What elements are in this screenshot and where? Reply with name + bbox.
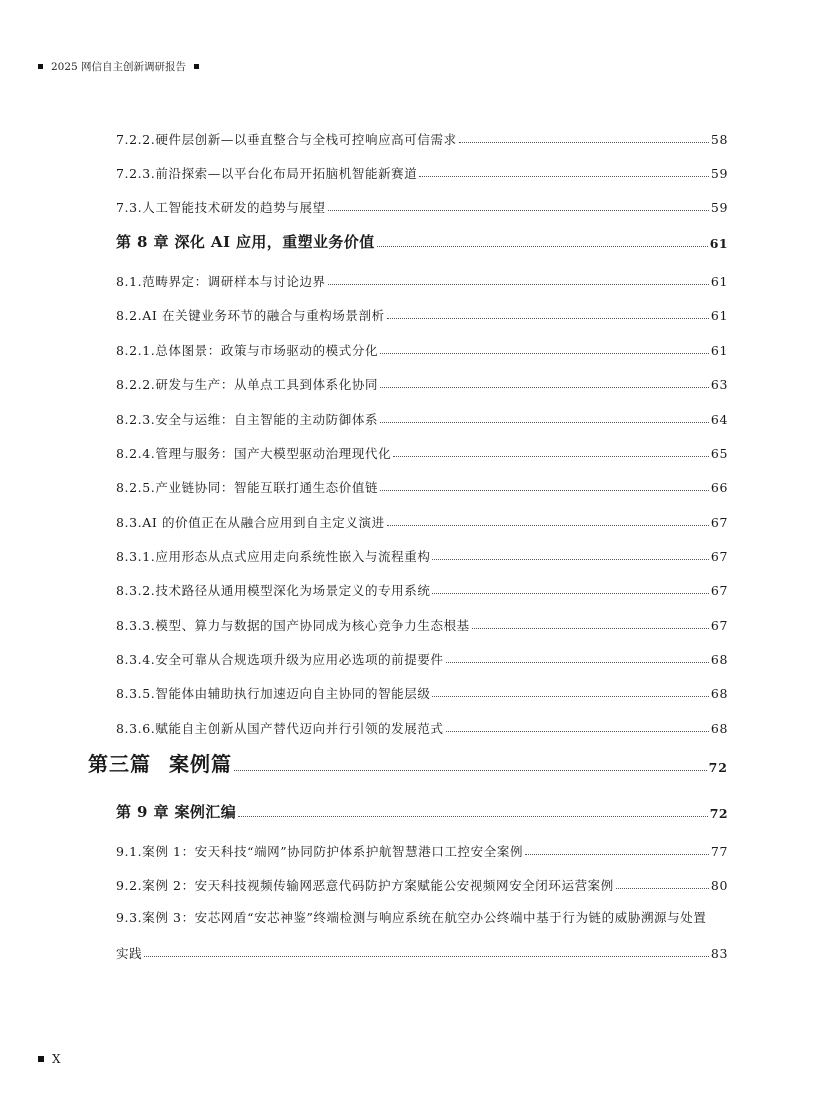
toc-entry[interactable]: 7.2.2.硬件层创新—以垂直整合与全栈可控响应高可信需求 58: [116, 131, 728, 147]
toc-entry[interactable]: 8.3.2.技术路径从通用模型深化为场景定义的专用系统 67: [116, 582, 728, 598]
toc-entry[interactable]: 8.3.4.安全可靠从合规选项升级为应用必选项的前提要件 68: [116, 651, 728, 667]
page-footer: [38, 1052, 61, 1066]
bullet-square-icon: [38, 64, 43, 69]
toc-entry[interactable]: 9.2.案例 2：安天科技视频传输网恶意代码防护方案赋能公安视频网安全闭环运营案例 80: [116, 877, 728, 893]
toc-chapter[interactable]: 第 9 章 案例汇编 72: [116, 803, 728, 821]
toc-entry[interactable]: 8.3.6.赋能自主创新从国产替代迈向并行引领的发展范式 68: [116, 720, 728, 736]
toc-entry[interactable]: 7.3.人工智能技术研发的趋势与展望 59: [116, 199, 728, 215]
toc-entry[interactable]: 8.2.4.管理与服务：国产大模型驱动治理现代化 65: [116, 445, 728, 461]
toc-entry-wrapped-line[interactable]: 9.3.案例 3：安芯网盾“安芯神鉴”终端检测与响应系统在航空办公终端中基于行为链的威胁溯源与处置: [116, 909, 707, 924]
toc-chapter[interactable]: 第 8 章 深化 AI 应用，重塑业务价值 61: [116, 233, 728, 251]
toc-entry[interactable]: 实践 83: [116, 945, 728, 961]
toc-entry[interactable]: 8.3.5.智能体由辅助执行加速迈向自主协同的智能层级 68: [116, 685, 728, 701]
toc-entry[interactable]: 8.2.3.安全与运维：自主智能的主动防御体系 64: [116, 411, 728, 427]
toc-entry[interactable]: 8.3.1.应用形态从点式应用走向系统性嵌入与流程重构 67: [116, 548, 728, 564]
toc-entry[interactable]: 7.2.3.前沿探索—以平台化布局开拓脑机智能新赛道 59: [116, 165, 728, 181]
toc-entry[interactable]: 9.1.案例 1：安天科技“端网”协同防护体系护航智慧港口工控安全案例 77: [116, 843, 728, 859]
toc-entry[interactable]: 8.2.2.研发与生产：从单点工具到体系化协同 63: [116, 376, 728, 392]
bullet-square-icon: [38, 1056, 44, 1062]
bullet-square-icon: [194, 64, 199, 69]
toc-entry[interactable]: 8.3.AI 的价值正在从融合应用到自主定义演进 67: [116, 514, 728, 530]
toc-entry[interactable]: 8.2.AI 在关键业务环节的融合与重构场景剖析 61: [116, 307, 728, 323]
running-header: [38, 58, 199, 74]
toc-entry[interactable]: 8.2.5.产业链协同：智能互联打通生态价值链 66: [116, 479, 728, 495]
header-title: 2025 网信自主创新调研报告: [51, 60, 187, 73]
toc-part[interactable]: 第三篇 案例篇 72: [88, 752, 728, 776]
toc-entry[interactable]: 8.3.3.模型、算力与数据的国产协同成为核心竞争力生态根基 67: [116, 617, 728, 633]
page-number: X: [52, 1052, 61, 1066]
toc-entry[interactable]: 8.2.1.总体图景：政策与市场驱动的模式分化 61: [116, 342, 728, 358]
toc-entry[interactable]: 8.1.范畴界定：调研样本与讨论边界 61: [116, 273, 728, 289]
